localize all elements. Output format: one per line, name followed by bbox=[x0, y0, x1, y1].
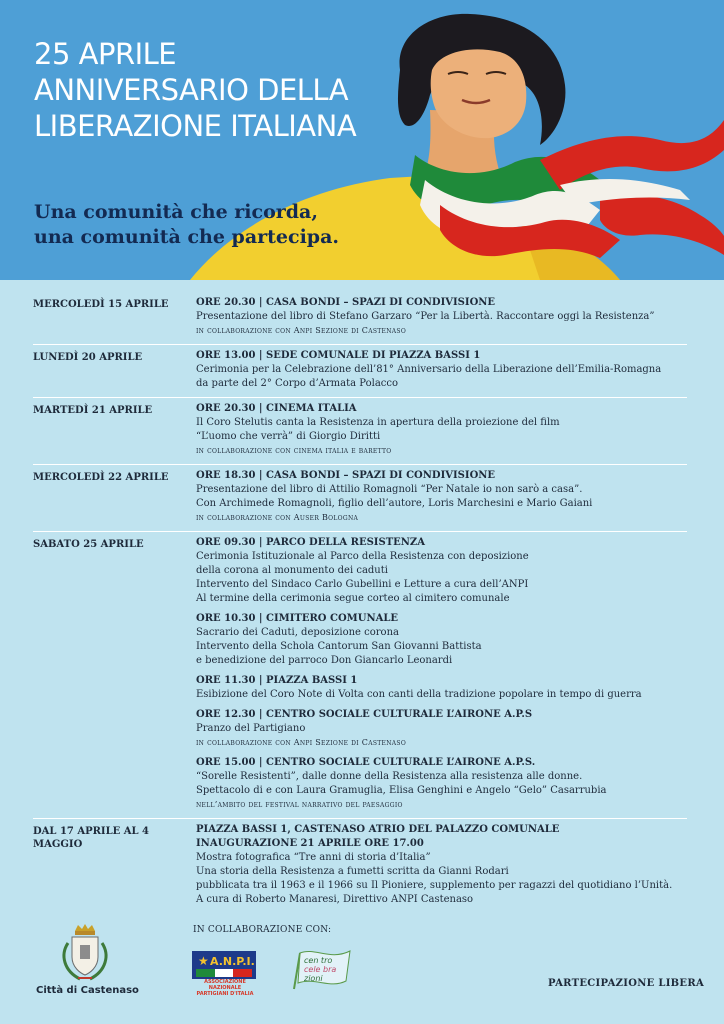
event-description-line: Intervento del Sindaco Carlo Gubellini e Letture a cura dell’ANPI bbox=[196, 579, 529, 590]
event-date: MARTEDÌ 21 APRILE bbox=[33, 405, 153, 416]
event-description-line: Spettacolo di e con Laura Gramuglia, Elisa Genghini e Angelo “Gelo” Casarrubia bbox=[196, 785, 607, 796]
event-description-line: A cura di Roberto Manaresi, Direttivo ANPI Castenaso bbox=[196, 894, 474, 905]
collaboration-label: IN COLLABORAZIONE CON: bbox=[193, 925, 332, 935]
event-list bbox=[196, 349, 687, 391]
event-date: MERCOLEDÌ 22 APRILE bbox=[33, 472, 169, 483]
event-description-line: Al termine della cerimonia segue corteo al cimitero comunale bbox=[196, 593, 510, 604]
event-description-line: Cerimonia Istituzionale al Parco della Resistenza con deposizione bbox=[196, 551, 529, 562]
event-description-line: Sacrario dei Caduti, deposizione corona bbox=[196, 627, 399, 638]
event-item bbox=[196, 756, 687, 812]
event-list bbox=[196, 296, 687, 338]
event-time-venue: ORE 20.30 | CINEMA ITALIA bbox=[196, 403, 357, 414]
event-date: SABATO 25 APRILE bbox=[33, 539, 144, 550]
event-time-venue: ORE 20.30 | CASA BONDI – SPAZI DI CONDIVISIONE bbox=[196, 297, 496, 308]
title-line: LIBERAZIONE ITALIANA bbox=[34, 109, 357, 143]
subtitle-line: una comunità che partecipa. bbox=[34, 226, 340, 248]
event-list bbox=[196, 402, 687, 458]
event-description-line: Pranzo del Partigiano bbox=[196, 723, 306, 734]
event-date: DAL 17 APRILE AL 4 MAGGIO bbox=[33, 826, 149, 850]
event-item bbox=[196, 823, 687, 907]
event-collaboration-note: in collaborazione con Anpi Sezione di Castenaso bbox=[196, 326, 407, 335]
event-description-line: da parte del 2° Corpo d’Armata Polacco bbox=[196, 378, 399, 389]
event-date: MERCOLEDÌ 15 APRILE bbox=[33, 299, 169, 310]
event-time-venue: ORE 09.30 | PARCO DELLA RESISTENZA bbox=[196, 537, 425, 548]
subtitle-line: Una comunità che ricorda, bbox=[34, 201, 318, 223]
event-description-line: Esibizione del Coro Note di Volta con canti della tradizione popolare in tempo di guerra bbox=[196, 689, 642, 700]
event-description-line: Presentazione del libro di Attilio Romagnoli “Per Natale io non sarò a casa”. bbox=[196, 484, 583, 495]
event-time-venue: PIAZZA BASSI 1, CASTENASO ATRIO DEL PALAZZO COMUNALE INAUGURAZIONE 21 APRILE ORE 17.00 bbox=[196, 824, 560, 849]
schedule-row bbox=[33, 345, 687, 398]
svg-text:★: ★ bbox=[198, 954, 209, 968]
event-time-venue: ORE 10.30 | CIMITERO COMUNALE bbox=[196, 613, 399, 624]
event-schedule bbox=[33, 292, 687, 913]
event-list bbox=[196, 469, 687, 525]
schedule-row bbox=[33, 465, 687, 532]
svg-text:cen tro: cen tro bbox=[304, 956, 333, 965]
anpi-subtitle bbox=[192, 979, 258, 997]
anpi-subtitle-line: PARTIGIANI D'ITALIA bbox=[196, 991, 254, 997]
free-participation-note: PARTECIPAZIONE LIBERA bbox=[548, 978, 705, 989]
event-description-line: “Sorelle Resistenti”, dalle donne della Resistenza alla resistenza alle donne. bbox=[196, 771, 583, 782]
poster-subtitle bbox=[34, 200, 339, 250]
schedule-row bbox=[33, 532, 687, 819]
city-name: Città di Castenaso bbox=[36, 985, 139, 996]
hero-banner bbox=[0, 0, 724, 280]
svg-text:zioni: zioni bbox=[304, 974, 323, 983]
event-time-venue: ORE 13.00 | SEDE COMUNALE DI PIAZZA BASSI 1 bbox=[196, 350, 481, 361]
svg-text:cele bra: cele bra bbox=[304, 965, 337, 974]
title-line: 25 APRILE bbox=[34, 37, 177, 71]
event-description-line: pubblicata tra il 1963 e il 1966 su Il Pioniere, supplemento per ragazzi del quotidiano l’Unità. bbox=[196, 880, 673, 891]
event-item bbox=[196, 402, 687, 458]
event-time-venue: ORE 18.30 | CASA BONDI – SPAZI DI CONDIVISIONE bbox=[196, 470, 496, 481]
event-list bbox=[196, 536, 687, 812]
event-description-line: “L’uomo che verrà” di Giorgio Diritti bbox=[196, 431, 381, 442]
event-item bbox=[196, 349, 687, 391]
event-description-line: e benedizione del parroco Don Giancarlo Leonardi bbox=[196, 655, 453, 666]
event-description-line: Una storia della Resistenza a fumetti scritta da Gianni Rodari bbox=[196, 866, 509, 877]
anpi-subtitle-line: ASSOCIAZIONE NAZIONALE bbox=[204, 979, 246, 991]
event-description-line: Presentazione del libro di Stefano Garzaro “Per la Libertà. Raccontare oggi la Resistenza” bbox=[196, 311, 655, 322]
event-collaboration-note: in collaborazione con Anpi Sezione di Castenaso bbox=[196, 738, 407, 747]
event-description-line: della corona al monumento dei caduti bbox=[196, 565, 388, 576]
event-item bbox=[196, 536, 687, 606]
event-date: LUNEDÌ 20 APRILE bbox=[33, 352, 143, 363]
event-description-line: Con Archimede Romagnoli, figlio dell’autore, Loris Marchesini e Mario Gaiani bbox=[196, 498, 593, 509]
schedule-row bbox=[33, 819, 687, 913]
event-item bbox=[196, 612, 687, 668]
event-time-venue: ORE 15.00 | CENTRO SOCIALE CULTURALE L’AIRONE A.P.S. bbox=[196, 757, 536, 768]
event-item bbox=[196, 674, 687, 702]
event-item bbox=[196, 708, 687, 750]
event-collaboration-note: in collaborazione con cinema italia e baretto bbox=[196, 446, 392, 455]
event-description-line: Intervento della Schola Cantorum San Giovanni Battista bbox=[196, 641, 482, 652]
poster-title bbox=[34, 36, 356, 144]
event-description-line: Cerimonia per la Celebrazione dell’81° Anniversario della Liberazione dell’Emilia-Romagna bbox=[196, 364, 662, 375]
event-item bbox=[196, 469, 687, 525]
event-description-line: Mostra fotografica “Tre anni di storia d’Italia” bbox=[196, 852, 431, 863]
anpi-logo-text: A.N.P.I. bbox=[210, 955, 255, 968]
footer bbox=[0, 915, 724, 1024]
schedule-row bbox=[33, 398, 687, 465]
event-collaboration-note: nell’ambito del festival narrativo del paesaggio bbox=[196, 800, 403, 809]
schedule-row bbox=[33, 292, 687, 345]
event-description-line: Il Coro Stelutis canta la Resistenza in apertura della proiezione del film bbox=[196, 417, 560, 428]
event-item bbox=[196, 296, 687, 338]
event-time-venue: ORE 12.30 | CENTRO SOCIALE CULTURALE L’AIRONE A.P.S bbox=[196, 709, 533, 720]
city-coat-of-arms-icon bbox=[50, 923, 120, 987]
event-list bbox=[196, 823, 687, 907]
centro-celebrazioni-logo bbox=[290, 943, 360, 1003]
event-collaboration-note: in collaborazione con Auser Bologna bbox=[196, 513, 359, 522]
title-line: ANNIVERSARIO DELLA bbox=[34, 73, 349, 107]
event-time-venue: ORE 11.30 | PIAZZA BASSI 1 bbox=[196, 675, 358, 686]
